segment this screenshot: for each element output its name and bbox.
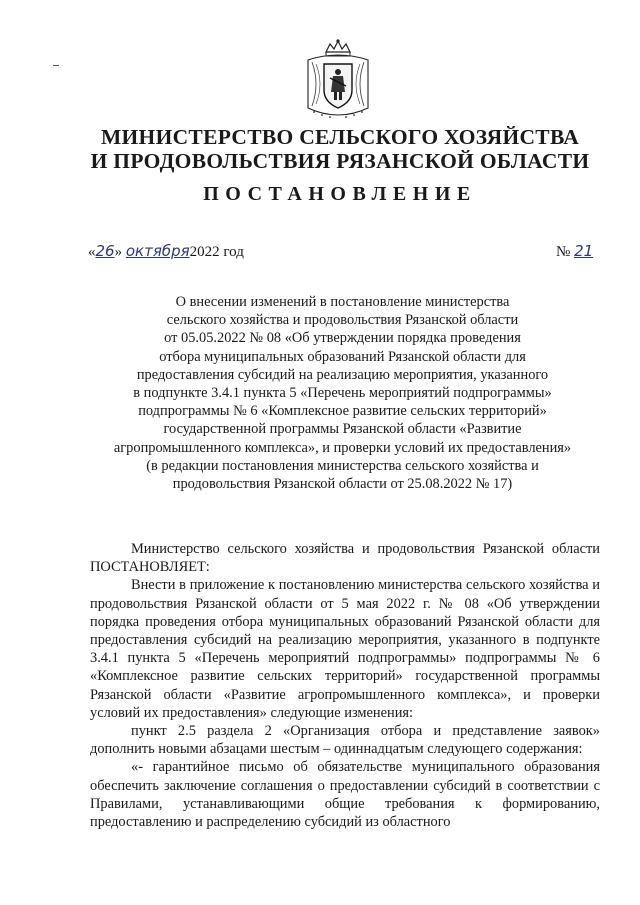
title-line: в подпункте 3.4.1 пункта 5 «Перечень мероприятий подпрограммы» xyxy=(133,385,552,402)
title-line: агропромышленного комплекса», и проверки условий их предоставления» xyxy=(113,439,572,456)
ministry-name-line-1: МИНИСТЕРСТВО СЕЛЬСКОГО ХОЗЯЙСТВА xyxy=(100,125,580,149)
document-body xyxy=(90,540,600,831)
title-line: сельского хозяйства и продовольствия Рязанской области xyxy=(166,312,519,329)
title-line: подпрограммы № 6 «Комплексное развитие сельских территорий» xyxy=(138,403,547,420)
scan-mark xyxy=(53,65,59,66)
document-type-heading: ПОСТАНОВЛЕНИЕ xyxy=(203,183,477,205)
date-close-quote: » xyxy=(114,244,123,260)
document-title xyxy=(95,293,590,493)
body-paragraph-amendment: Внести в приложение к постановлению министерства сельского хозяйства и продовольствия Рязанской области от 5 мая 2022 г. № 08 «Об утверждении порядка проведения отбора муниципальных образований Рязанской области для предоставления субсидий на реализацию мероприятия, указанного в подпункте 3.4.1 пункта 5 «Перечень мероприятий подпрограммы» подпрограммы № 6 «Комплексное развитие сельских территорий» государственной программы Рязанской области «Развитие агропромышленного комплекса», и проверки условий их предоставления» следующие изменения: xyxy=(90,577,600,721)
date-open-quote: « xyxy=(88,244,96,260)
title-line: отбора муниципальных образований Рязанской области для xyxy=(159,348,526,365)
date-day-handwritten: 26 xyxy=(95,242,115,260)
body-paragraph-guarantee: «- гарантийное письмо об обязательстве муниципального образования обеспечить заключение соглашения о предоставлении субсидий в соответствии с Правилами, устанавливающими общие требования к формированию, предоставлению и распределению субсидий из областного xyxy=(90,759,600,831)
title-line: государственной программы Рязанской области «Развитие xyxy=(163,421,522,438)
number-value-handwritten: 21 xyxy=(574,242,594,260)
title-line: от 05.05.2022 № 08 «Об утверждении порядка проведения xyxy=(164,330,521,347)
date-year: 2022 год xyxy=(189,244,244,260)
title-line: предоставления субсидий на реализацию мероприятия, указанного xyxy=(136,366,549,383)
document-date xyxy=(88,242,244,261)
body-paragraph-clause: пункт 2.5 раздела 2 «Организация отбора и представление заявок» дополнить новыми абзацами шестым – одиннадцатым следующего содержания: xyxy=(90,723,600,758)
ministry-name-line-2: И ПРОДОВОЛЬСТВИЯ РЯЗАНСКОЙ ОБЛАСТИ xyxy=(90,149,590,173)
title-line: О внесении изменений в постановление министерства xyxy=(175,294,510,310)
document-number xyxy=(556,242,593,261)
body-paragraph-resolves: Министерство сельского хозяйства и продовольствия Рязанской области ПОСТАНОВЛЯЕТ: xyxy=(90,541,600,576)
title-line: (в редакции постановления министерства сельского хозяйства и xyxy=(146,457,539,474)
coat-of-arms-icon xyxy=(300,38,376,124)
title-line: продовольствия Рязанской области от 25.08.2022 № 17) xyxy=(172,476,513,493)
date-month-handwritten: октября xyxy=(125,242,190,260)
number-prefix: № xyxy=(556,244,571,260)
